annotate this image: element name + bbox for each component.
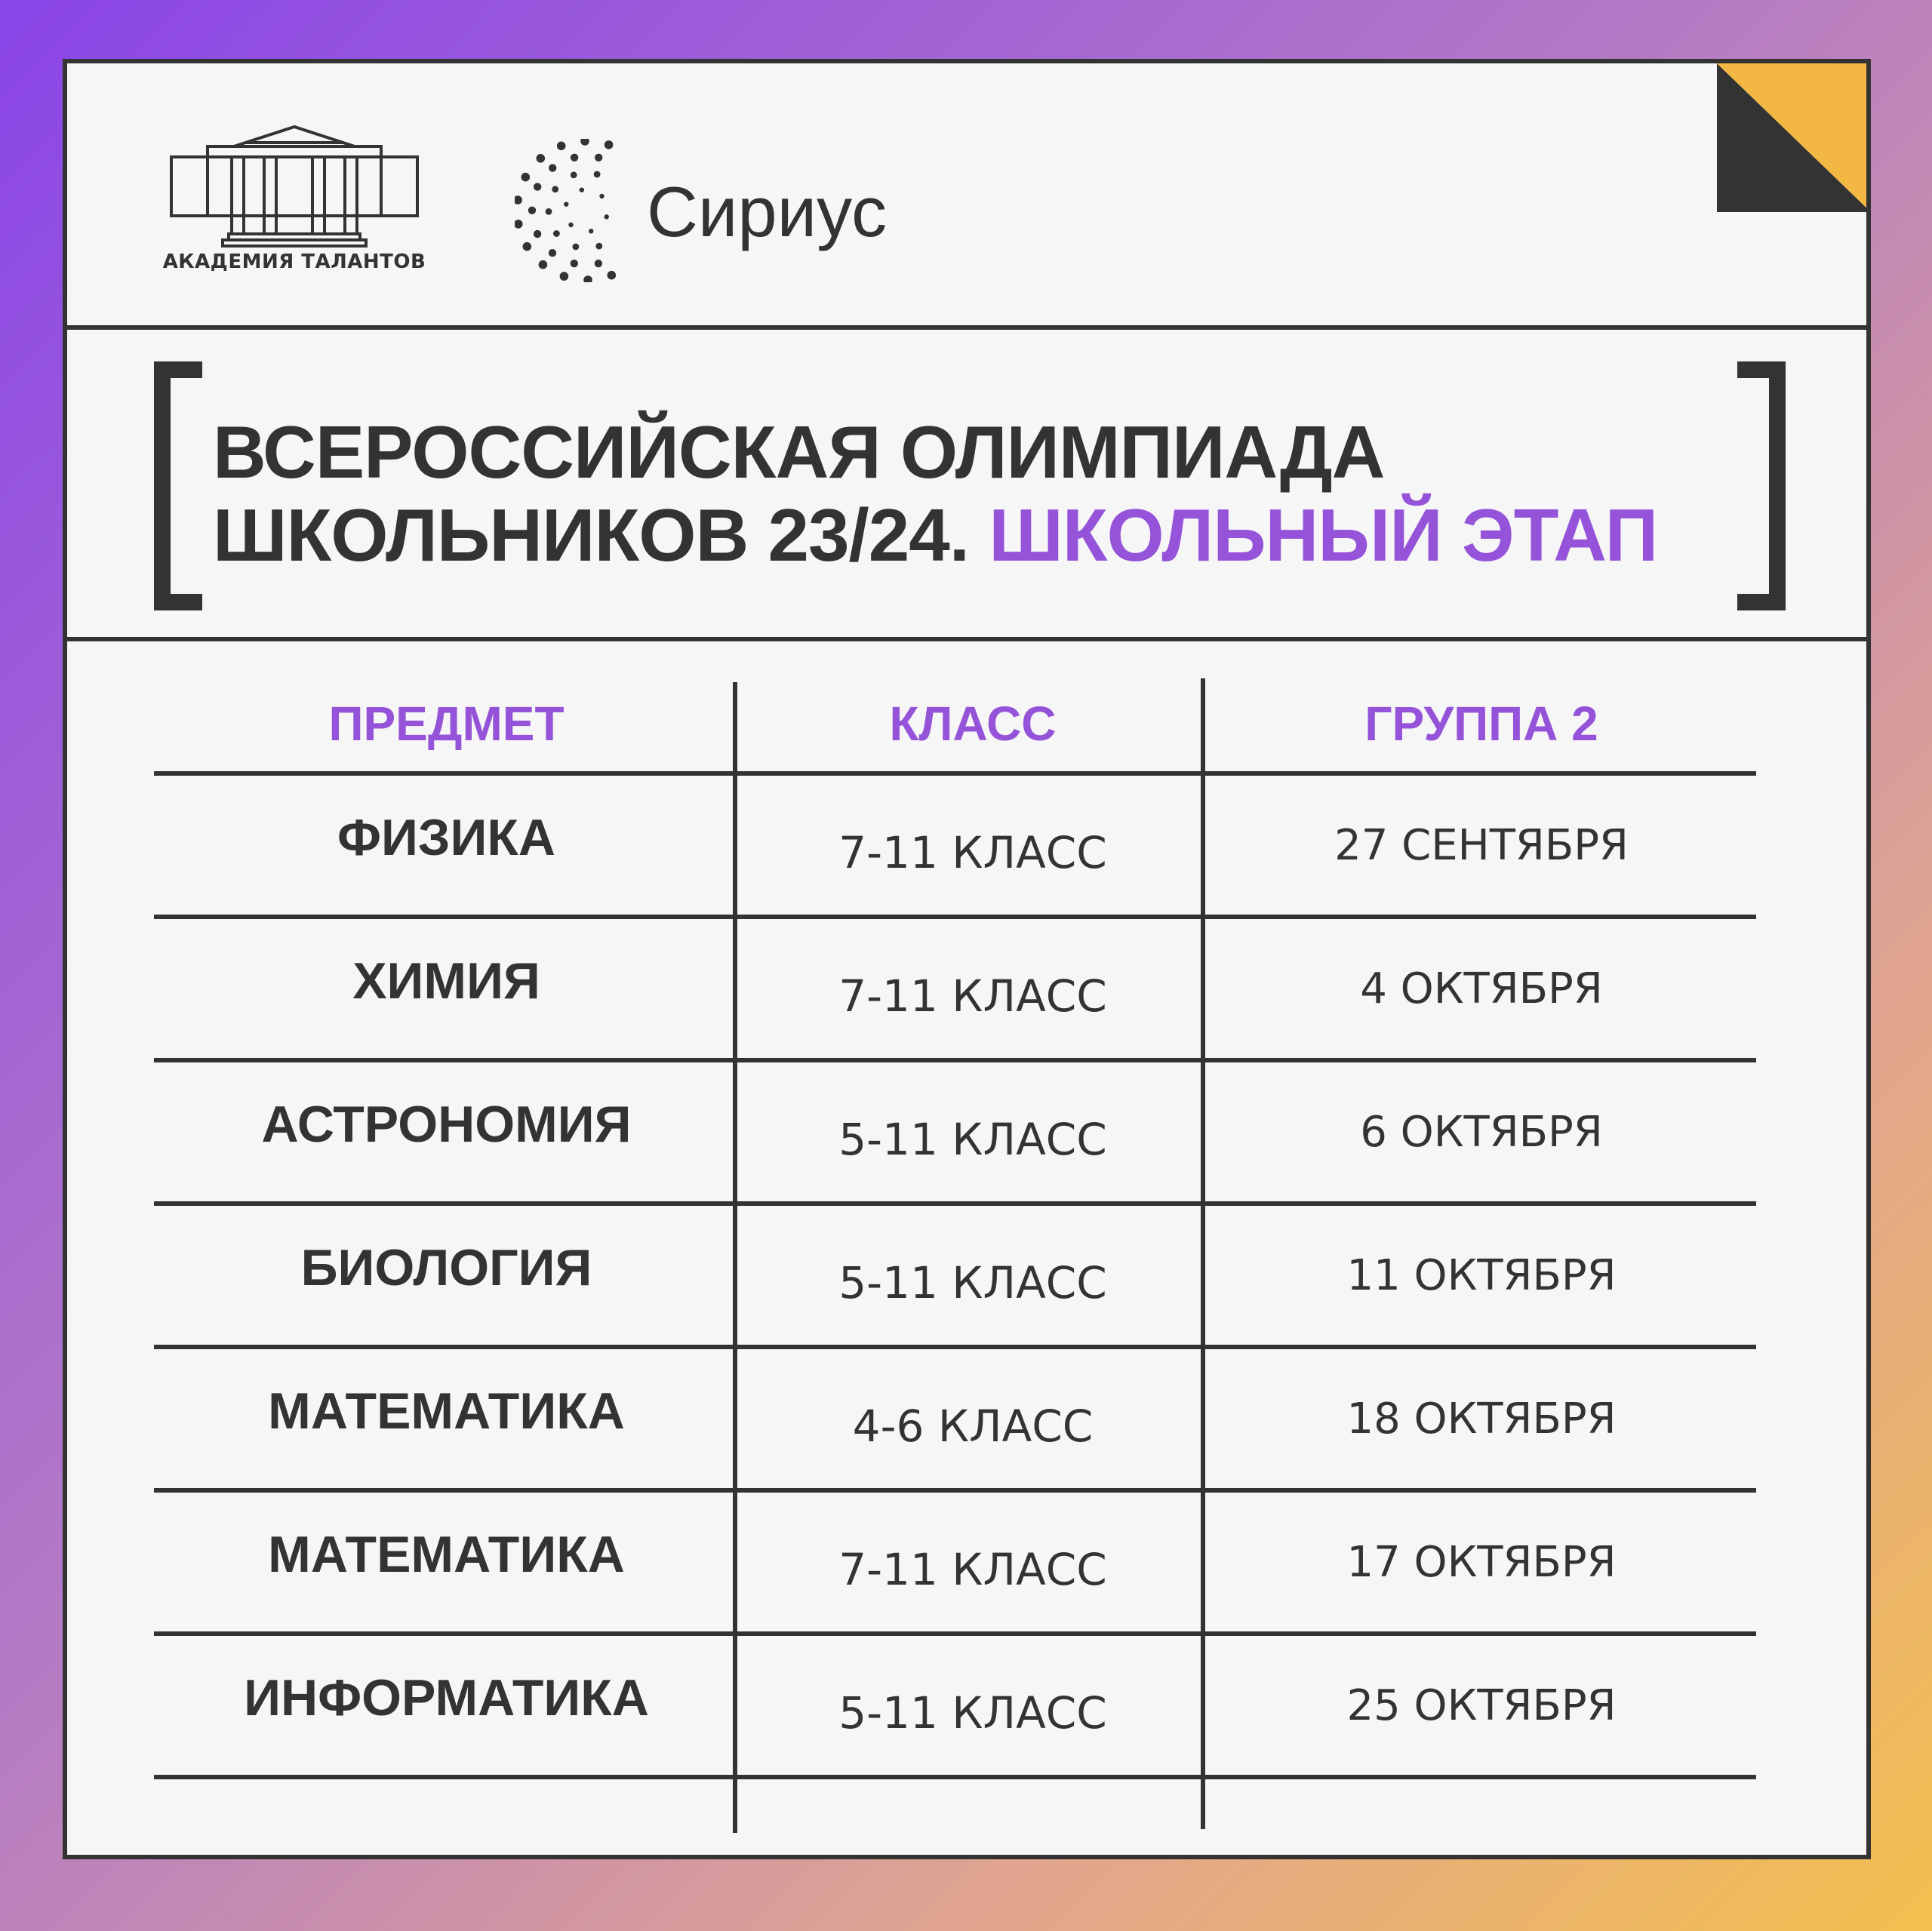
sirius-logo-dot xyxy=(521,173,531,182)
date-cell: 4 ОКТЯБРЯ xyxy=(1360,964,1603,1013)
subject-cell: ХИМИЯ xyxy=(352,952,540,1010)
sirius-logo-dot xyxy=(549,249,556,257)
subject-cell: ИНФОРМАТИКА xyxy=(244,1669,649,1727)
sirius-logo-dot xyxy=(534,230,541,238)
sirius-logo-dot xyxy=(515,220,523,229)
academy-caption: АКАДЕМИЯ ТАЛАНТОВ xyxy=(162,251,426,273)
sirius-logo-dot xyxy=(553,230,560,237)
sirius-name: Сириус xyxy=(647,172,888,251)
title-divider xyxy=(67,637,1866,641)
sirius-logo-dot xyxy=(580,188,584,192)
sirius-logo-dot xyxy=(546,208,552,215)
sirius-logo-dot xyxy=(571,260,578,267)
sirius-logo-dot xyxy=(595,243,602,250)
corner-triangle-decoration xyxy=(1717,63,1871,212)
sirius-logo-dot xyxy=(568,223,573,227)
title-line-2: ШКОЛЬНИКОВ 23/24. xyxy=(213,494,969,577)
header-divider xyxy=(67,325,1866,330)
sirius-logo-dot xyxy=(564,202,568,207)
sirius-logo-dot xyxy=(608,271,617,280)
title-accent: ШКОЛЬНЫЙ ЭТАП xyxy=(989,494,1658,577)
sirius-logo-dot xyxy=(595,260,602,267)
sirius-logo-dot xyxy=(594,171,601,178)
grade-cell: 5-11 КЛАСС xyxy=(838,1114,1107,1165)
grade-cell: 7-11 КЛАСС xyxy=(838,970,1107,1022)
sirius-logo-dot xyxy=(539,260,548,269)
sirius-logo-dot xyxy=(589,229,593,233)
sirius-logo-dot xyxy=(605,140,614,149)
grade-cell: 7-11 КЛАСС xyxy=(838,827,1107,878)
sirius-logo-dot xyxy=(605,214,609,219)
sirius-logo-dot xyxy=(523,242,532,251)
sirius-logo-dot xyxy=(595,154,602,161)
sirius-dots-logo xyxy=(515,139,658,282)
title-line-1: ВСЕРОССИЙСКАЯ ОЛИМПИАДА xyxy=(213,410,1385,494)
sirius-logo-dot xyxy=(580,139,589,146)
table-header-cell: ПРЕДМЕТ xyxy=(328,696,565,751)
subject-cell: МАТЕМАТИКА xyxy=(268,1526,625,1583)
sirius-logo-dot xyxy=(571,172,577,179)
sirius-logo-dot xyxy=(599,194,604,198)
title-bracket-left xyxy=(154,361,202,610)
sirius-logo-dot xyxy=(552,186,558,192)
sirius-logo-dot xyxy=(528,207,536,214)
sirius-logo-dot xyxy=(557,142,566,151)
sirius-logo-dot xyxy=(537,154,546,163)
subject-cell: БИОЛОГИЯ xyxy=(300,1239,592,1296)
date-cell: 18 ОКТЯБРЯ xyxy=(1346,1394,1617,1444)
date-cell: 17 ОКТЯБРЯ xyxy=(1346,1537,1617,1587)
title-bracket-right xyxy=(1737,361,1786,610)
academy-building-logo xyxy=(170,124,419,267)
grade-cell: 7-11 КЛАСС xyxy=(838,1544,1107,1595)
page-title xyxy=(213,410,1657,577)
sirius-logo-dot xyxy=(571,154,578,161)
sirius-logo-dot xyxy=(549,164,556,171)
poster-card xyxy=(63,59,1871,1859)
date-cell: 11 ОКТЯБРЯ xyxy=(1346,1250,1617,1300)
table-header-cell: КЛАСС xyxy=(889,696,1057,751)
sirius-logo-dot xyxy=(560,272,569,281)
sirius-logo-dot xyxy=(515,195,522,204)
grade-cell: 4-6 КЛАСС xyxy=(852,1401,1094,1452)
table-header-cell: ГРУППА 2 xyxy=(1364,696,1598,751)
date-cell: 25 ОКТЯБРЯ xyxy=(1346,1680,1617,1730)
date-cell: 27 СЕНТЯБРЯ xyxy=(1334,820,1629,870)
subject-cell: АСТРОНОМИЯ xyxy=(261,1096,632,1153)
sirius-logo-dot xyxy=(583,275,592,282)
subject-cell: МАТЕМАТИКА xyxy=(268,1382,625,1440)
sirius-logo-dot xyxy=(573,244,580,251)
sirius-logo-dot xyxy=(534,183,541,190)
date-cell: 6 ОКТЯБРЯ xyxy=(1360,1107,1603,1157)
grade-cell: 5-11 КЛАСС xyxy=(838,1257,1107,1308)
grade-cell: 5-11 КЛАСС xyxy=(838,1687,1107,1739)
subject-cell: ФИЗИКА xyxy=(337,809,555,866)
